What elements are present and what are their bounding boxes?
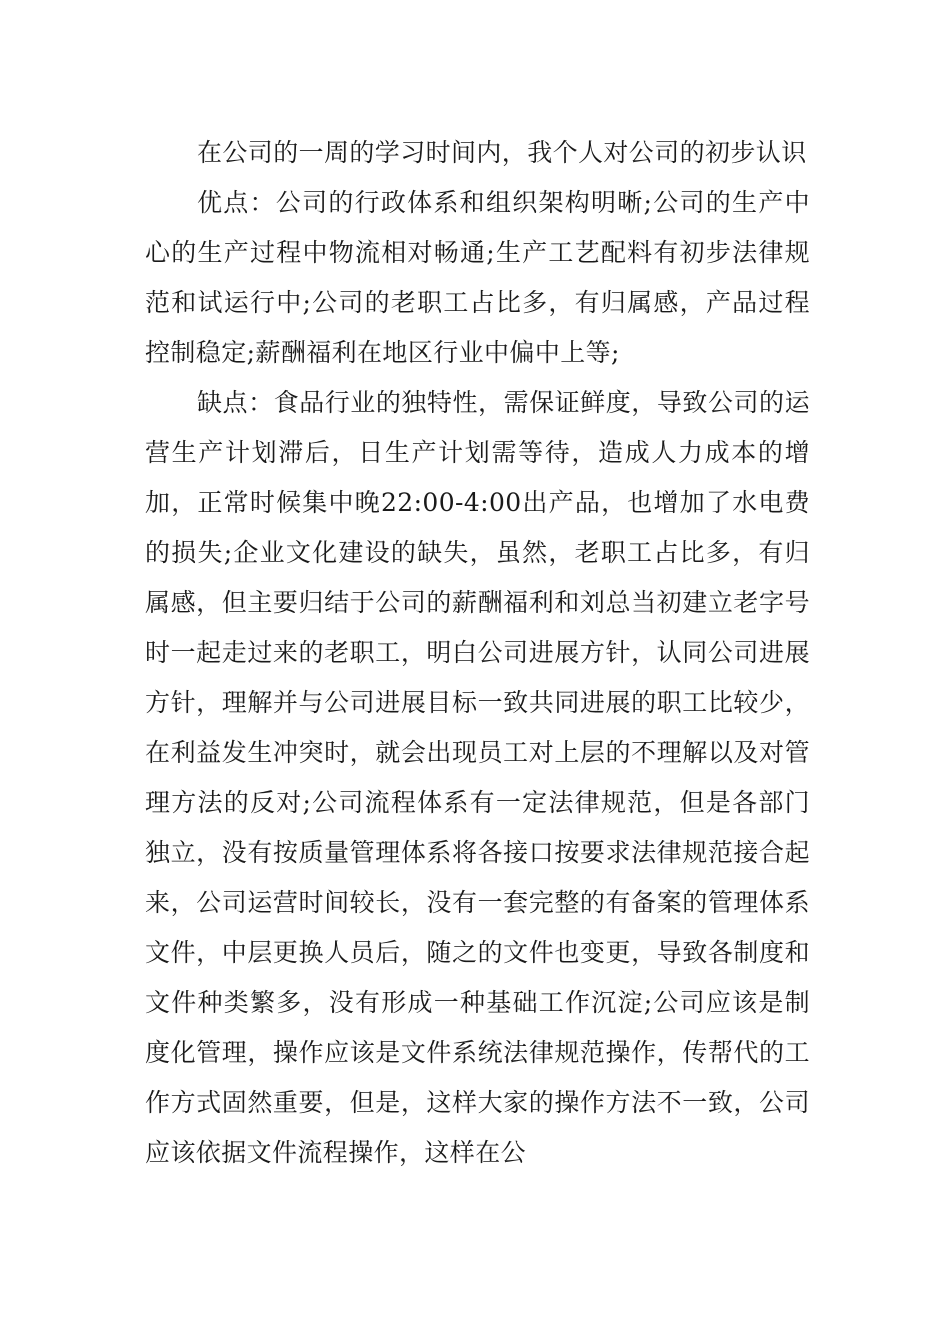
advantages-paragraph: 优点：公司的行政体系和组织架构明晰;公司的生产中心的生产过程中物流相对畅通;生产工艺配料有初步法律规范和试运行中;公司的老职工占比多，有归属感，产品过程控制稳定;薪酬福利在地区行业中偏中上等; xyxy=(145,188,810,367)
disadvantages-paragraph: 缺点：食品行业的独特性，需保证鲜度，导致公司的运营生产计划滞后，日生产计划需等待，造成人力成本的增加，正常时候集中晚22:00-4:00出产品，也增加了水电费的损失;企业文化建设的缺失，虽然，老职工占比多，有归属感，但主要归结于公司的薪酬福利和刘总当初建立老字号时一起走过来的老职工，明白公司进展方针，认同公司进展方针，理解并与公司进展目标一致共同进展的职工比较少，在利益发生冲突时，就会出现员工对上层的不理解以及对管理方法的反对;公司流程体系有一定法律规范，但是各部门独立，没有按质量管理体系将各接口按要求法律规范接合起来，公司运营时间较长，没有一套完整的有备案的管理体系文件，中层更换人员后，随之的文件也变更，导致各制度和文件种类繁多，没有形成一种基础工作沉淀;公司应该是制度化管理，操作应该是文件系统法律规范操作，传帮代的工作方式固然重要，但是，这样大家的操作方法不一致，公司应该依据文件流程操作，这样在公 xyxy=(145,388,810,1167)
document-body xyxy=(145,128,810,1178)
intro-paragraph: 在公司的一周的学习时间内，我个人对公司的初步认识 xyxy=(197,138,807,167)
